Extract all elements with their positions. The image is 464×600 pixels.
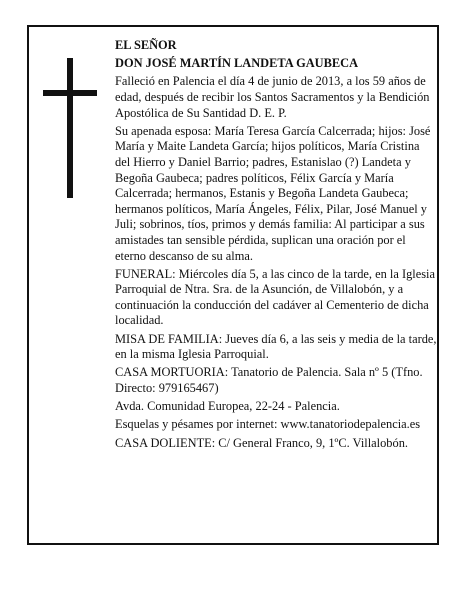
deceased-name: DON JOSÉ MARTÍN LANDETA GAUBECA [115, 56, 359, 71]
address-paragraph: Avda. Comunidad Europea, 22-24 - Palencia. [115, 399, 340, 414]
obituary-text [115, 38, 437, 454]
latin-cross-icon [43, 58, 97, 198]
funeral-paragraph: FUNERAL: Miércoles día 5, a las cinco de la tarde, en la Iglesia Parroquial de Ntra. Sra. de la Asunción, de Villalobón, y a continuación la conducción del cadáver al Cementerio de dicha localidad. [115, 266, 435, 328]
web-paragraph: Esquelas y pésames por internet: www.tanatoriodepalencia.es [115, 417, 421, 432]
death-paragraph: Falleció en Palencia el día 4 de junio de 2013, a los 59 años de edad, después de recibir los Santos Sacramentos y la Bendición Apostólica de Su Santidad D. E. P. [115, 74, 430, 120]
title-line-1: EL SEÑOR [115, 38, 177, 52]
mortuary-paragraph: CASA MORTUORIA: Tanatorio de Palencia. Sala nº 5 (Tfno. Directo: 979165467) [115, 365, 423, 396]
family-mass-paragraph: MISA DE FAMILIA: Jueves día 6, a las seis y media de la tarde, en la misma Iglesia Parroquial. [115, 331, 437, 362]
family-paragraph: Su apenada esposa: María Teresa García Calcerrada; hijos: José María y Maite Landeta García; hijos políticos, María Cristina del Hierro y Daniel Barrio; padres, Estanislao (?) Landeta y Begoña Gaubeca; padres políticos, Félix García y María Calcerrada; hermanos, Estanis y Begoña Landeta Gaubeca; hermanos políticos, María Ángeles, Félix, Pilar, José Manuel y Juli; sobrinos, tíos, primos y demás familia: Al participar a sus amistades tan sensible pérdida, suplican una oración por el eterno descanso de su alma. [115, 123, 431, 263]
grieving-house-paragraph: CASA DOLIENTE: C/ General Franco, 9, 1ºC. Villalobón. [115, 435, 408, 450]
